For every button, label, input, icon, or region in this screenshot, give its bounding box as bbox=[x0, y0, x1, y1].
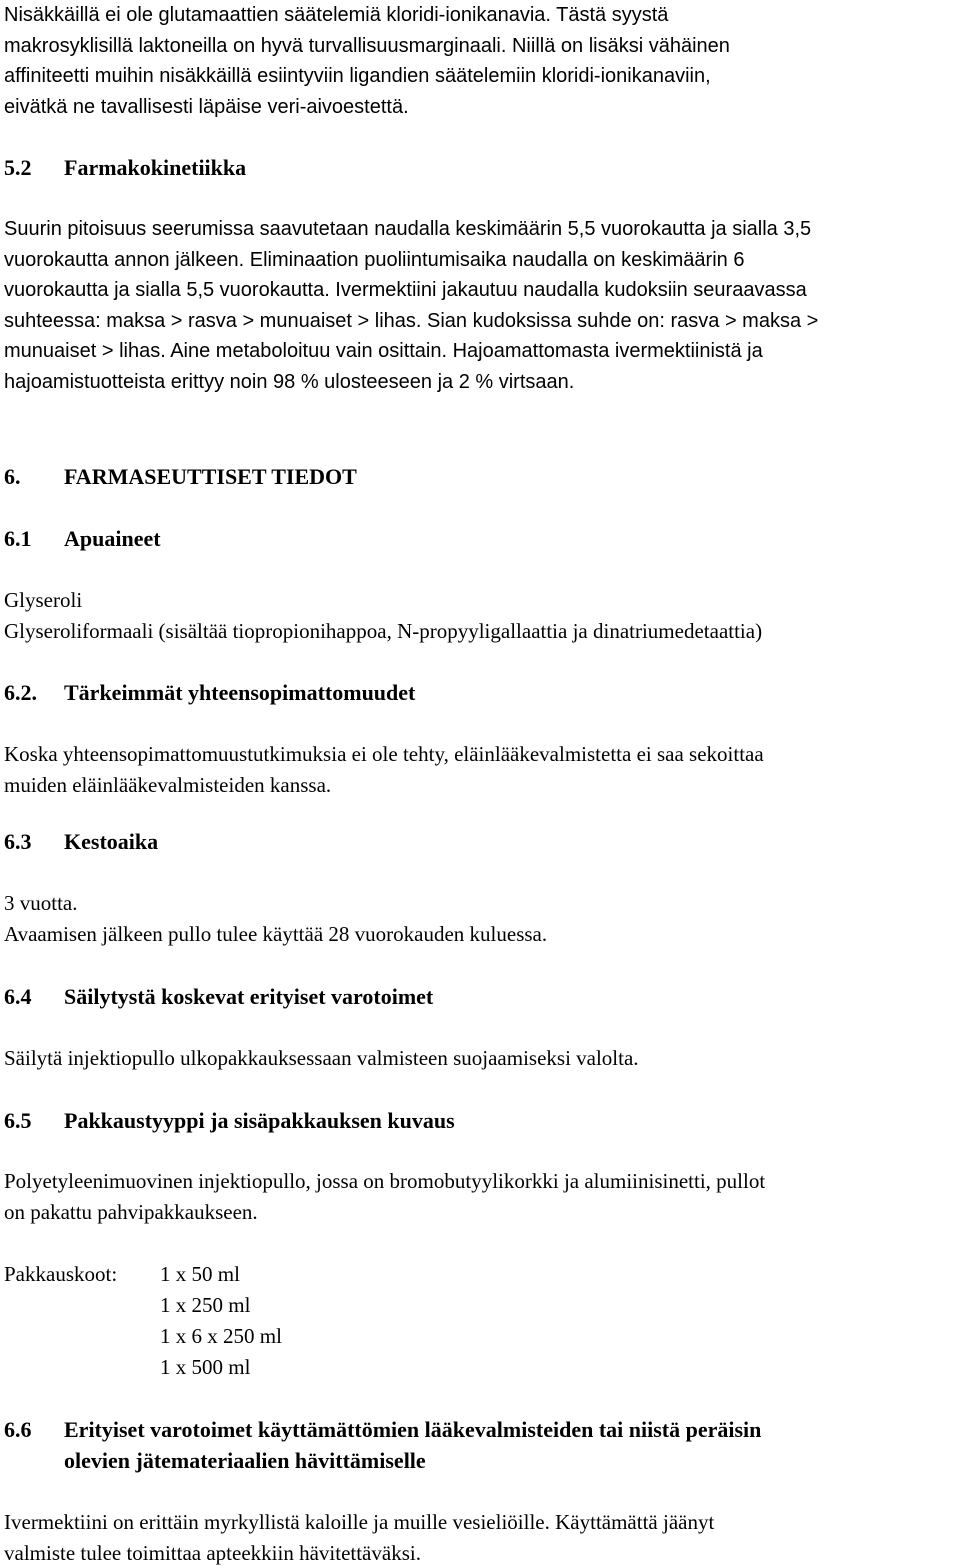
section-number: 5.2 bbox=[4, 155, 32, 180]
section-title: Apuaineet bbox=[64, 526, 161, 551]
excipient-item: Glyseroli bbox=[4, 588, 83, 612]
section-title-line: Erityiset varotoimet käyttämättömien lääkevalmisteiden tai niistä peräisin bbox=[64, 1417, 762, 1442]
intro-line: Nisäkkäillä ei ole glutamaattien säätelemiä kloridi-ionikanavia. Tästä syystä bbox=[4, 4, 669, 26]
intro-line: affiniteetti muihin nisäkkäillä esiintyviin ligandien säätelemiin kloridi-ionikanaviin, bbox=[4, 65, 711, 87]
section-heading-6-6 bbox=[4, 1414, 956, 1476]
section-heading-6 bbox=[4, 461, 956, 492]
section-title: Tärkeimmät yhteensopimattomuudet bbox=[64, 680, 416, 705]
excipients-list bbox=[4, 585, 956, 646]
section-number: 6.3 bbox=[4, 829, 32, 854]
section-heading-6-3 bbox=[4, 826, 956, 857]
section-title bbox=[64, 1414, 761, 1476]
pack-size-row bbox=[4, 1352, 956, 1383]
section-number: 6. bbox=[4, 464, 21, 489]
section-number: 6.2. bbox=[4, 680, 37, 705]
section-title: Pakkaustyyppi ja sisäpakkauksen kuvaus bbox=[64, 1108, 455, 1133]
pack-size-row bbox=[4, 1321, 956, 1352]
pack-size-row bbox=[4, 1259, 956, 1290]
intro-line: makrosyklisillä laktoneilla on hyvä turvallisuusmarginaali. Niillä on lisäksi vähäinen bbox=[4, 34, 730, 57]
paragraph-line: muiden eläinlääkevalmisteiden kanssa. bbox=[4, 772, 332, 797]
section-title: Säilytystä koskevat erityiset varotoimet bbox=[64, 984, 434, 1009]
paragraph-line: suhteessa: maksa > rasva > munuaiset > lihas. Sian kudoksissa suhde on: rasva > maksa > bbox=[4, 309, 819, 332]
paragraph-line: Polyetyleenimuovinen injektiopullo, jossa on bromobutyylikorkki ja alumiinisinetti, pullot bbox=[4, 1169, 766, 1193]
section-title: FARMASEUTTISET TIEDOT bbox=[64, 464, 357, 489]
paragraph-line: vuorokautta ja sialla 5,5 vuorokautta. Ivermektiini jakautuu naudalla kudoksiin seuraavassa bbox=[4, 279, 807, 301]
paragraph-line: Koska yhteensopimattomuustutkimuksia ei ole tehty, eläinlääkevalmistetta ei saa sekoittaa bbox=[4, 742, 764, 766]
pack-size-value: 1 x 500 ml bbox=[160, 1355, 251, 1379]
section-heading-6-5 bbox=[4, 1105, 956, 1136]
paragraph-line: Ivermektiini on erittäin myrkyllistä kaloille ja muille vesieliöille. Käyttämättä jäänyt bbox=[4, 1510, 715, 1534]
pack-sizes-label: Pakkauskoot: bbox=[4, 1262, 118, 1286]
section-number: 6.6 bbox=[4, 1417, 32, 1442]
intro-paragraph bbox=[4, 0, 956, 122]
paragraph-line: 3 vuotta. bbox=[4, 891, 78, 915]
incompatibilities-paragraph bbox=[4, 739, 956, 800]
section-number: 6.5 bbox=[4, 1108, 32, 1133]
storage-paragraph bbox=[4, 1043, 956, 1074]
section-heading-5-2 bbox=[4, 152, 956, 183]
pack-sizes bbox=[4, 1259, 956, 1383]
disposal-paragraph bbox=[4, 1507, 956, 1568]
paragraph-line: munuaiset > lihas. Aine metaboloituu vain osittain. Hajoamattomasta ivermektiinistä ja bbox=[4, 340, 763, 362]
section-number: 6.1 bbox=[4, 526, 32, 551]
shelf-life-paragraph bbox=[4, 888, 956, 949]
pack-size-row bbox=[4, 1290, 956, 1321]
section-title-line: olevien jätemateriaalien hävittämiselle bbox=[64, 1448, 426, 1473]
paragraph-line: hajoamistuotteista erittyy noin 98 % ulosteeseen ja 2 % virtsaan. bbox=[4, 370, 575, 393]
paragraph-line: Säilytä injektiopullo ulkopakkauksessaan valmisteen suojaamiseksi valolta. bbox=[4, 1046, 639, 1070]
paragraph-line: vuorokautta annon jälkeen. Eliminaation puoliintumisaika naudalla on keskimäärin 6 bbox=[4, 248, 745, 271]
section-heading-6-2 bbox=[4, 677, 956, 708]
section-title: Kestoaika bbox=[64, 829, 159, 854]
pack-size-value: 1 x 250 ml bbox=[160, 1293, 251, 1317]
pharmacokinetics-paragraph bbox=[4, 214, 956, 397]
section-title: Farmakokinetiikka bbox=[64, 155, 247, 180]
paragraph-line: on pakattu pahvipakkaukseen. bbox=[4, 1199, 258, 1224]
pack-size-value: 1 x 50 ml bbox=[160, 1262, 240, 1286]
paragraph-line: valmiste tulee toimittaa apteekkiin hävitettäväksi. bbox=[4, 1540, 421, 1565]
paragraph-line: Suurin pitoisuus seerumissa saavutetaan naudalla keskimäärin 5,5 vuorokautta ja sialla 3,5 bbox=[4, 218, 812, 240]
intro-line: eivätkä ne tavallisesti läpäise veri-aivoestettä. bbox=[4, 95, 409, 118]
section-heading-6-1 bbox=[4, 523, 956, 554]
excipient-item: Glyseroliformaali (sisältää tiopropionihappoa, N-propyyligallaattia ja dinatriumedetaattia) bbox=[4, 618, 763, 643]
section-number: 6.4 bbox=[4, 984, 32, 1009]
pack-size-value: 1 x 6 x 250 ml bbox=[160, 1324, 282, 1348]
paragraph-line: Avaamisen jälkeen pullo tulee käyttää 28 vuorokauden kuluessa. bbox=[4, 921, 548, 946]
container-paragraph bbox=[4, 1166, 956, 1227]
section-heading-6-4 bbox=[4, 981, 956, 1012]
